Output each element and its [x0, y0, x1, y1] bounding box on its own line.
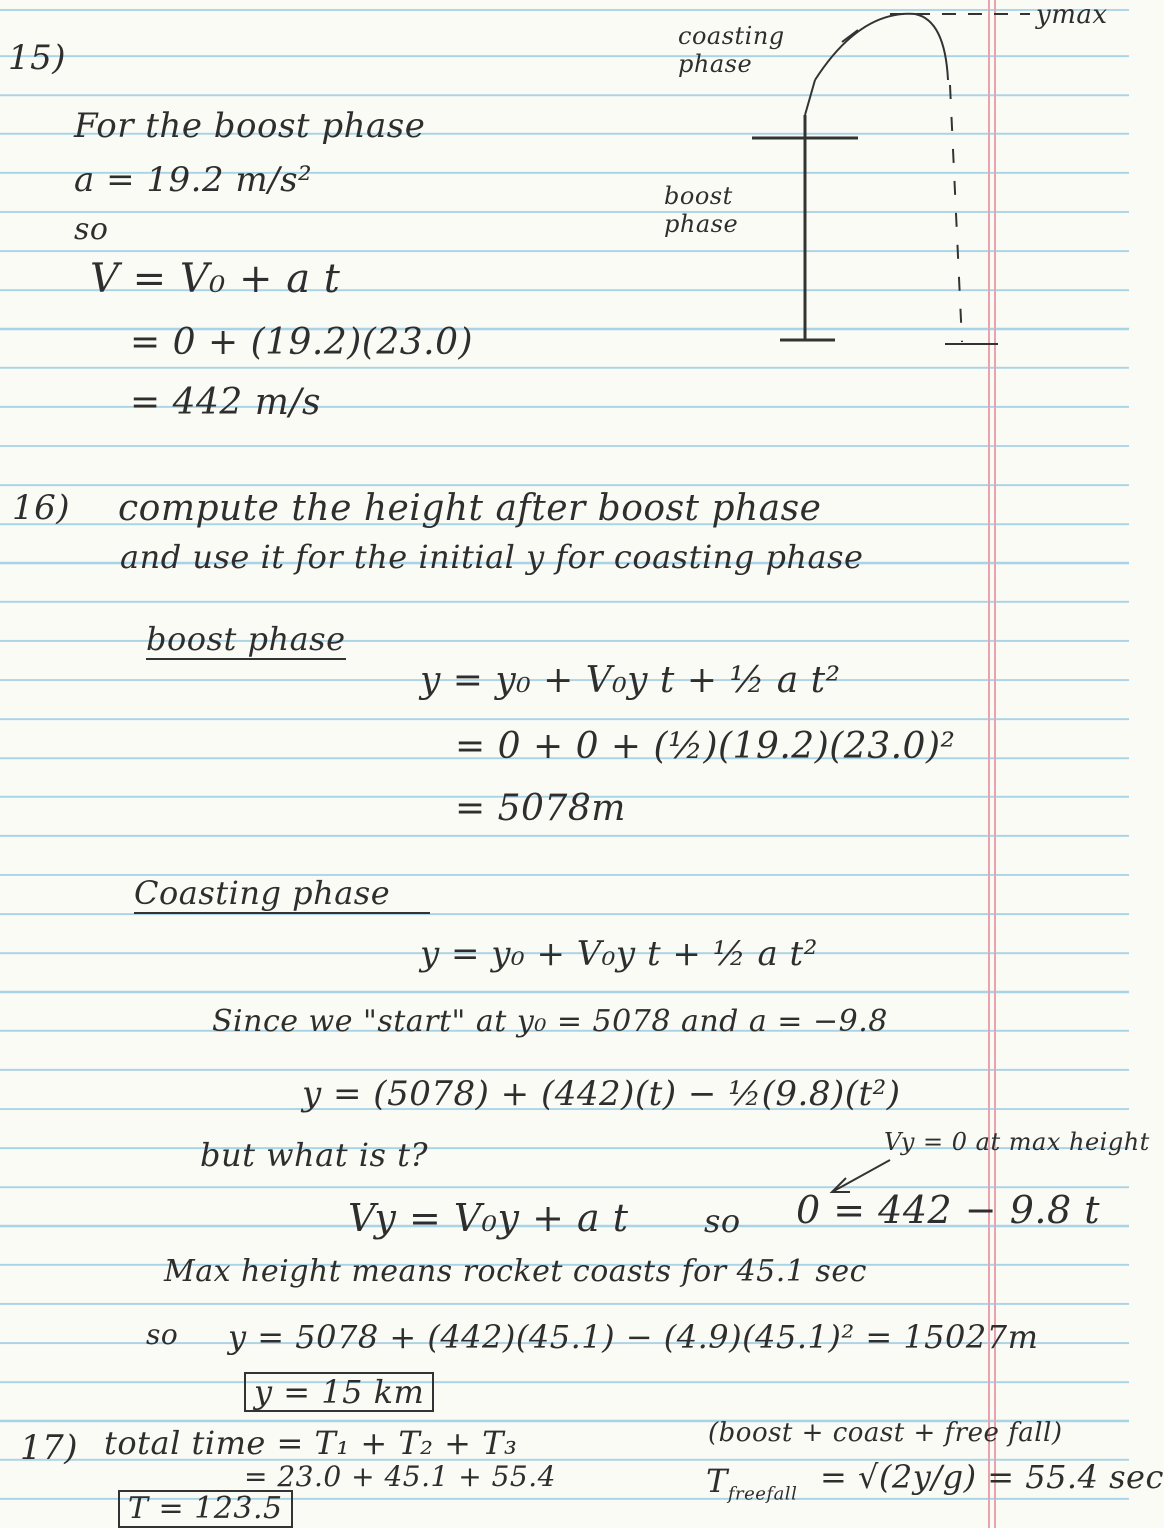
p15-line6: = 442 m/s: [130, 382, 322, 423]
p15-line3: so: [74, 212, 109, 247]
freefall-subscript: freefall: [727, 1483, 798, 1505]
coasting-phase-label: coasting phase: [678, 22, 785, 78]
boost-eq1: y = y₀ + V₀y t + ½ a t²: [420, 660, 841, 701]
freefall-t: T: [706, 1462, 728, 1500]
freefall-rhs: = √(2y/g) = 55.4 sec: [820, 1458, 1164, 1496]
problem-17-number: 17): [20, 1428, 79, 1468]
sum-line: = 23.0 + 45.1 + 55.4: [244, 1460, 556, 1493]
boost-phase-heading: boost phase: [146, 620, 346, 658]
so-line: so: [146, 1318, 179, 1351]
p15-line2: a = 19.2 m/s²: [74, 160, 313, 200]
coast-eq2: y = (5078) + (442)(t) − ½(9.8)(t²): [302, 1074, 901, 1114]
ymax-label: ymax: [1036, 0, 1108, 30]
answer-17-box: T = 123.5: [118, 1490, 293, 1528]
coasting-phase-heading: Coasting phase: [134, 874, 430, 914]
freefall-lhs: [706, 1462, 797, 1504]
max-height-note: Max height means rocket coasts for 45.1 sec: [164, 1254, 867, 1289]
vy-eq2: 0 = 442 − 9.8 t: [796, 1188, 1100, 1232]
p15-line1: For the boost phase: [74, 106, 426, 146]
total-time-line: total time = T₁ + T₂ + T₃: [104, 1424, 518, 1462]
vy-so: so: [704, 1202, 741, 1240]
p16-intro2: and use it for the initial y for coasting phase: [120, 538, 864, 576]
p16-intro1: compute the height after boost phase: [118, 488, 822, 529]
answer-16-box: y = 15 km: [244, 1372, 434, 1412]
p15-line5: = 0 + (19.2)(23.0): [130, 322, 474, 363]
problem-15-number: 15): [8, 38, 67, 78]
boost-phase-label: boost phase: [664, 182, 739, 238]
boost-eq3: = 5078m: [455, 788, 626, 829]
final-eq: y = 5078 + (442)(45.1) − (4.9)(45.1)² = 15027m: [228, 1318, 1039, 1356]
p15-line4: V = V₀ + a t: [90, 256, 341, 302]
since-line: Since we "start" at y₀ = 5078 and a = −9.8: [212, 1004, 888, 1039]
problem-16-number: 16): [12, 488, 71, 528]
vy-eq: Vy = V₀y + a t: [348, 1196, 629, 1240]
boost-eq2: = 0 + 0 + (½)(19.2)(23.0)²: [455, 726, 956, 767]
question-line: but what is t?: [200, 1136, 429, 1174]
freefall-note: (boost + coast + free fall): [708, 1418, 1063, 1448]
coast-eq1: y = y₀ + V₀y t + ½ a t²: [420, 934, 818, 974]
vy-note: Vy = 0 at max height: [884, 1128, 1150, 1156]
